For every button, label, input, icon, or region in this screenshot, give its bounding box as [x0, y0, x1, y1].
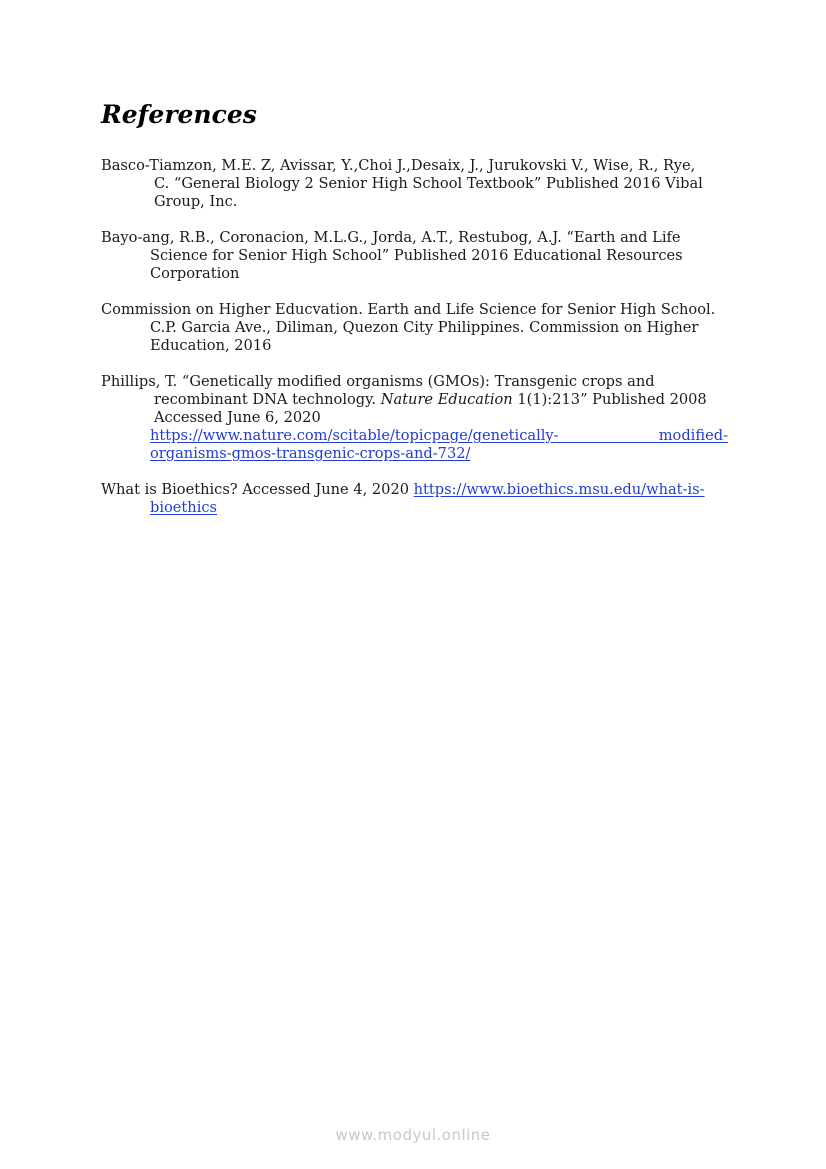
reference-text: Commission on Higher Educvation. Earth and Life Science for Senior High School. C.P. Garcia Ave., Diliman, Quezon City Philippines. Commission on Higher Education, 2016	[101, 301, 716, 354]
reference-text-continued: C. “General Biology 2 Senior High School Textbook” Published 2016 Vibal Group, Inc.	[154, 175, 703, 210]
reference-item-bioethics	[101, 481, 728, 517]
reference-list	[101, 157, 728, 535]
reference-link-nature-text-1[interactable]: https://www.nature.com/scitable/topicpage/genetically- modified-	[150, 427, 728, 444]
reference-link-nature-line2[interactable]	[150, 445, 728, 463]
reference-text-continued	[150, 391, 728, 409]
reference-item-phillips	[101, 373, 728, 463]
watermark: www.modyul.online	[335, 1126, 491, 1144]
reference-link-bioethics-text-2[interactable]: bioethics	[150, 499, 218, 516]
reference-accessed-date: Accessed June 6, 2020	[154, 409, 321, 426]
reference-text: Bayo-ang, R.B., Coronacion, M.L.G., Jorda, A.T., Restubog, A.J. “Earth and Life Science for Senior High School” Published 2016 Educational Resources Corporation	[101, 229, 683, 282]
reference-citation: 1(1):213” Published 2008	[517, 391, 707, 408]
reference-link-nature-text-2[interactable]: organisms-gmos-transgenic-crops-and-732/	[150, 445, 471, 462]
reference-item-bayo-ang	[101, 229, 728, 283]
reference-item-basco-tiamzon	[101, 157, 728, 211]
reference-link-bioethics-text-1[interactable]: https://www.bioethics.msu.edu/what-is-	[413, 481, 705, 498]
reference-link-nature-line1[interactable]	[150, 427, 728, 445]
reference-text: Basco-Tiamzon, M.E. Z, Avissar, Y.,Choi J.,Desaix, J., Jurukovski V., Wise, R., Rye,	[101, 157, 696, 174]
reference-text: Phillips, T. “Genetically modified organisms (GMOs): Transgenic crops and	[101, 373, 655, 390]
reference-text: What is Bioethics? Accessed June 4, 2020	[101, 481, 410, 498]
reference-item-ched	[101, 301, 728, 355]
page-title: References	[101, 100, 257, 129]
reference-link-bioethics-line2[interactable]	[150, 499, 728, 517]
reference-text: recombinant DNA technology.	[154, 391, 377, 408]
journal-title: Nature Education	[380, 391, 513, 408]
